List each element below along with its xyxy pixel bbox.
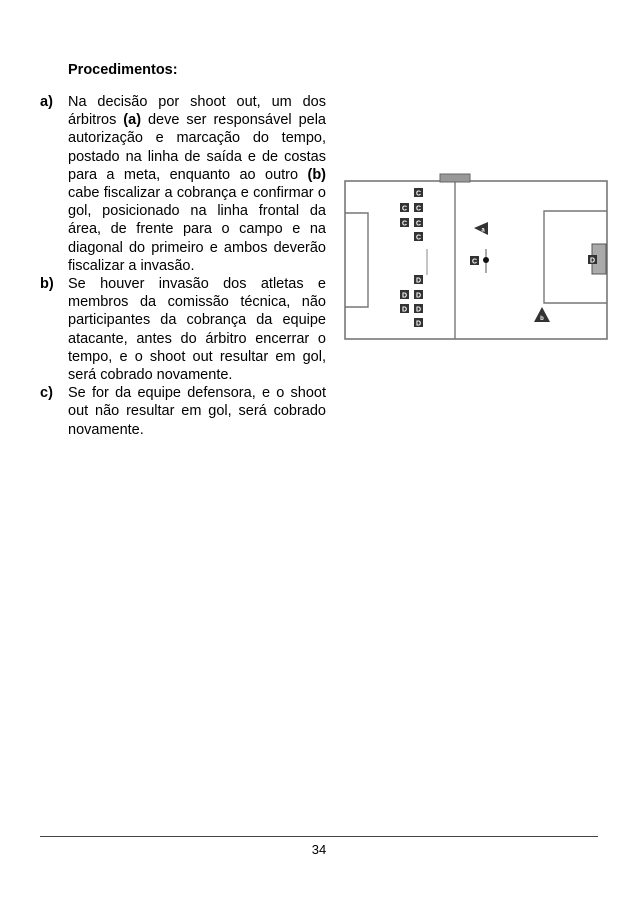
text-run: deve ser responsável pela autorização e marcação do tempo, postado na linha de saída e de costas para a meta, enquanto ao outro	[68, 112, 326, 183]
team-c-players	[400, 188, 423, 241]
svg-text:C: C	[415, 234, 422, 242]
attacker-with-ball	[470, 249, 489, 273]
svg-text:C: C	[401, 205, 408, 213]
svg-text:D: D	[589, 257, 596, 265]
item-text: Se for da equipe defensora, e o shoot out não resultar em gol, será cobrado novamente.	[68, 385, 326, 438]
item-marker: c)	[40, 385, 53, 402]
svg-text:D: D	[415, 320, 422, 328]
item-text: Se houver invasão dos atletas e membros da comissão técnica, não participantes da cobrança da equipe atacante, antes do árbitro encerrar o tempo, e o shoot out resultar em gol, será cobrado novamente.	[68, 276, 326, 384]
scorer-table	[440, 174, 470, 182]
referee-b-ref: (b)	[307, 166, 326, 183]
svg-text:C: C	[415, 205, 422, 213]
svg-text:C: C	[401, 220, 408, 228]
svg-text:C: C	[471, 258, 478, 266]
item-text	[68, 93, 326, 275]
svg-text:D: D	[415, 306, 422, 314]
svg-text:b: b	[540, 316, 544, 322]
left-area	[345, 213, 368, 307]
list-item-b	[40, 275, 326, 384]
procedure-list	[40, 93, 326, 439]
footer-rule	[40, 836, 598, 837]
shootout-diagram	[344, 171, 608, 341]
item-marker: a)	[40, 94, 53, 110]
svg-text:D: D	[415, 277, 422, 285]
referee-a-marker	[474, 222, 488, 235]
svg-text:C: C	[415, 220, 422, 228]
text-run: cabe fiscalizar a cobrança e confirmar o gol, posicionado na linha frontal da área, de frente para o campo e na diagonal do primeiro e ambos deverão fiscalizar a invasão.	[68, 185, 326, 274]
referee-b-marker	[534, 307, 550, 322]
list-item-c	[40, 384, 326, 439]
page-number: 34	[311, 842, 327, 857]
svg-text:C: C	[415, 190, 422, 198]
list-item-a	[40, 93, 326, 275]
referee-a-ref: (a)	[123, 112, 142, 129]
team-d-players	[400, 275, 423, 327]
goalkeeper-d	[588, 255, 597, 264]
item-marker: b)	[40, 276, 54, 293]
section-heading: Procedimentos:	[68, 62, 178, 78]
text-run: Na decisão por shoot out, um dos árbitros	[68, 94, 326, 129]
svg-text:D: D	[415, 292, 422, 300]
svg-text:a: a	[481, 227, 485, 234]
svg-text:D: D	[401, 306, 408, 314]
svg-text:D: D	[401, 292, 408, 300]
